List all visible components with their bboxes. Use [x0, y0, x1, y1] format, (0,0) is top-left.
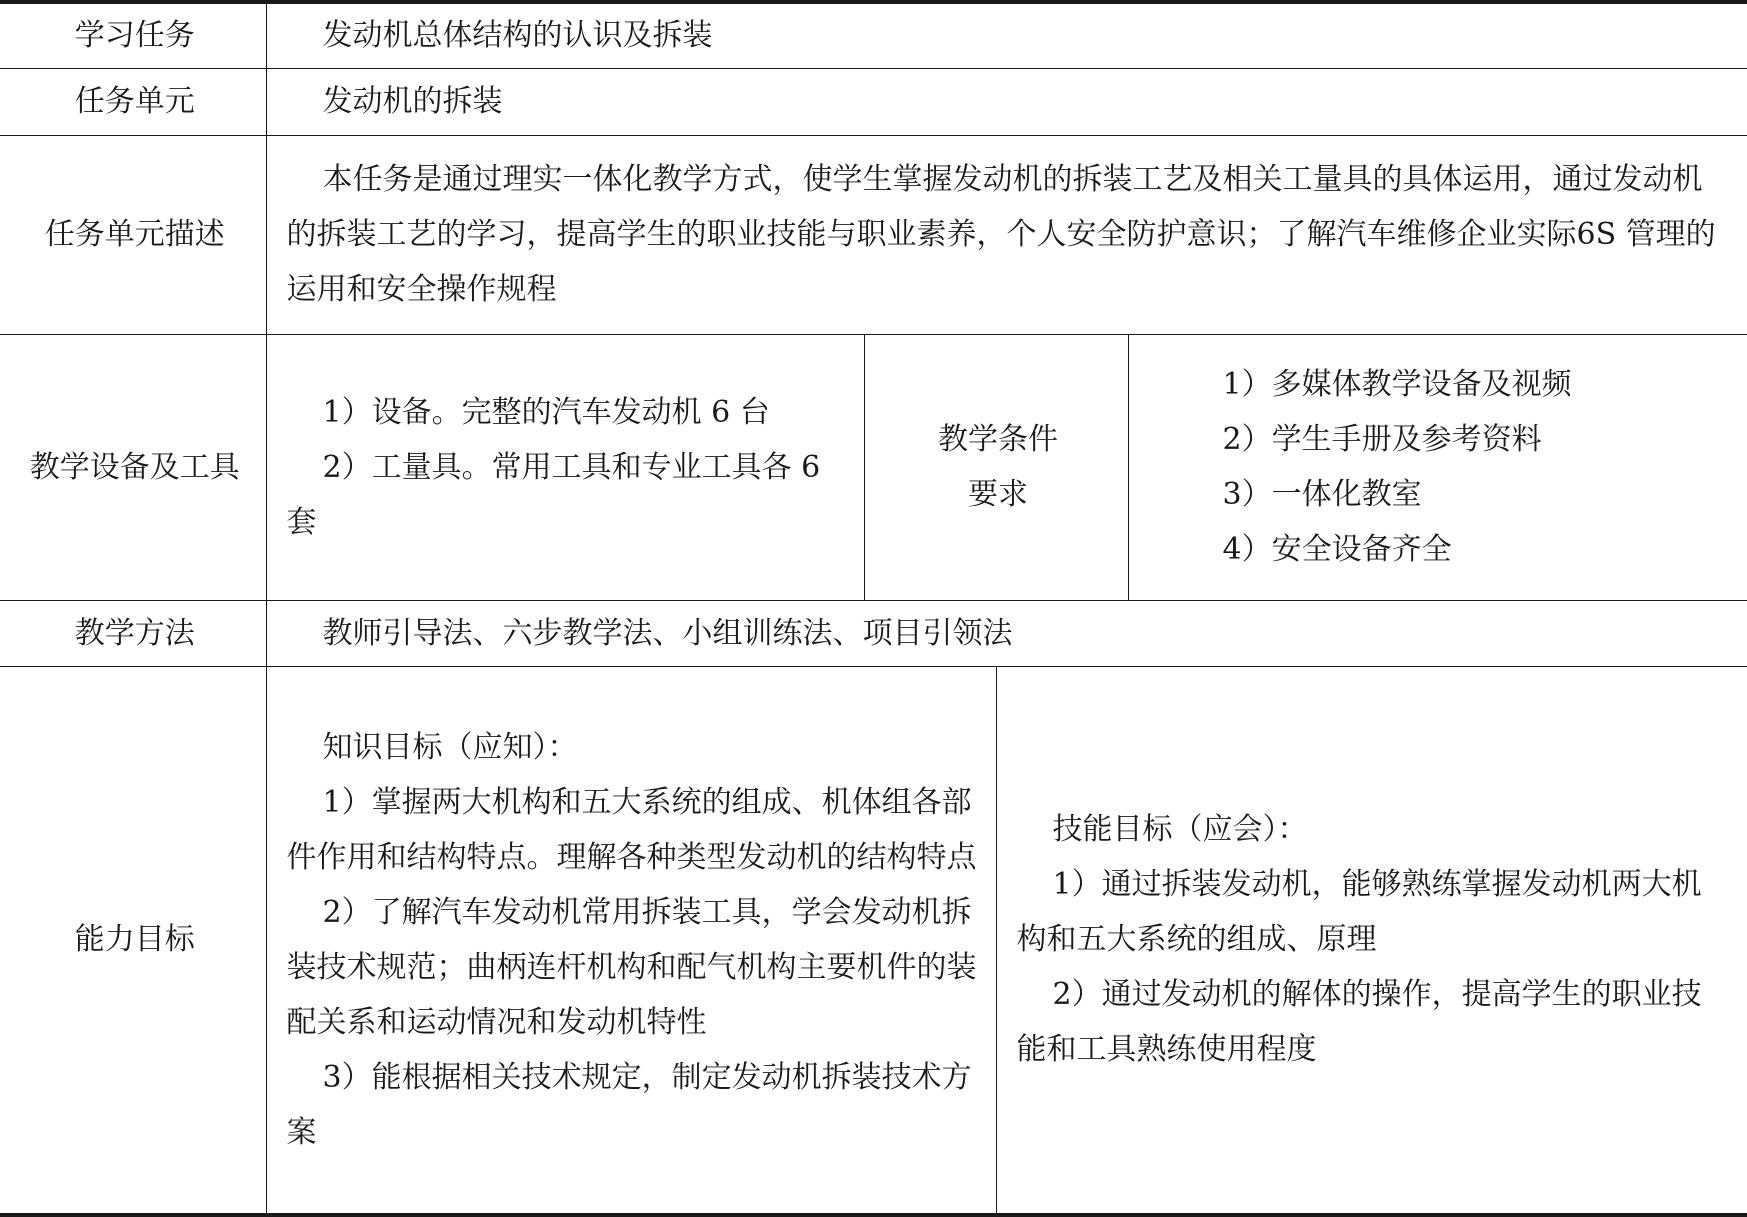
label-teaching-conditions-line1: 教学条件: [938, 422, 1058, 457]
condition-item: 4）安全设备齐全: [1222, 532, 1452, 567]
label-teaching-methods: 教学方法: [0, 600, 266, 666]
condition-item: 2）学生手册及参考资料: [1222, 422, 1542, 457]
row-ability-goals: [0, 666, 1747, 1215]
skill-goals-title: 技能目标（应会）：: [1052, 812, 1308, 848]
knowledge-goals-title: 知识目标（应知）：: [322, 729, 578, 765]
label-teaching-conditions: [864, 334, 1128, 600]
value-task-description: 本任务是通过理实一体化教学方式，使学生掌握发动机的拆装工艺及相关工量具的具体运用，通过发动机的拆装工艺的学习，提高学生的职业技能与职业素养，个人安全防护意识；了解汽车维修企业实际6S 管理的运用和安全操作规程: [266, 135, 1747, 334]
value-teaching-methods: 教师引导法、六步教学法、小组训练法、项目引领法: [266, 600, 1747, 666]
knowledge-goal-item: 2）了解汽车发动机常用拆装工具，学会发动机拆装技术规范；曲柄连杆机构和配气机构主要机件的装配关系和运动情况和发动机特性: [286, 894, 977, 1040]
label-task-description: 任务单元描述: [0, 135, 266, 334]
value-learning-task: 发动机总体结构的认识及拆装: [266, 2, 1747, 68]
equipment-item: 2）工量具。常用工具和专业工具各 6 套: [286, 449, 821, 540]
label-teaching-conditions-line2: 要求: [968, 477, 1028, 512]
label-task-unit: 任务单元: [0, 68, 266, 135]
condition-item: 1）多媒体教学设备及视频: [1222, 367, 1572, 402]
knowledge-goal-item: 1）掌握两大机构和五大系统的组成、机体组各部件作用和结构特点。理解各种类型发动机的结构特点: [286, 784, 977, 875]
label-equipment: 教学设备及工具: [0, 334, 266, 600]
row-learning-task: [0, 2, 1747, 68]
label-learning-task: 学习任务: [0, 2, 266, 68]
row-equipment: [0, 334, 1747, 600]
row-task-description: [0, 135, 1747, 334]
value-skill-goals: [996, 666, 1747, 1215]
skill-goal-item: 2）通过发动机的解体的操作，提高学生的职业技能和工具熟练使用程度: [1016, 977, 1702, 1068]
row-teaching-methods: [0, 600, 1747, 666]
knowledge-goal-item: 3）能根据相关技术规定，制定发动机拆装技术方案: [286, 1059, 972, 1150]
equipment-item: 1）设备。完整的汽车发动机 6 台: [322, 394, 770, 430]
value-equipment: [266, 334, 864, 600]
row-task-unit: [0, 68, 1747, 135]
label-ability-goals: 能力目标: [0, 666, 266, 1215]
condition-item: 3）一体化教室: [1222, 477, 1422, 512]
value-task-unit: 发动机的拆装: [266, 68, 1747, 135]
skill-goal-item: 1）通过拆装发动机，能够熟练掌握发动机两大机构和五大系统的组成、原理: [1016, 867, 1702, 958]
value-knowledge-goals: [266, 666, 996, 1215]
value-teaching-conditions: [1128, 334, 1747, 600]
